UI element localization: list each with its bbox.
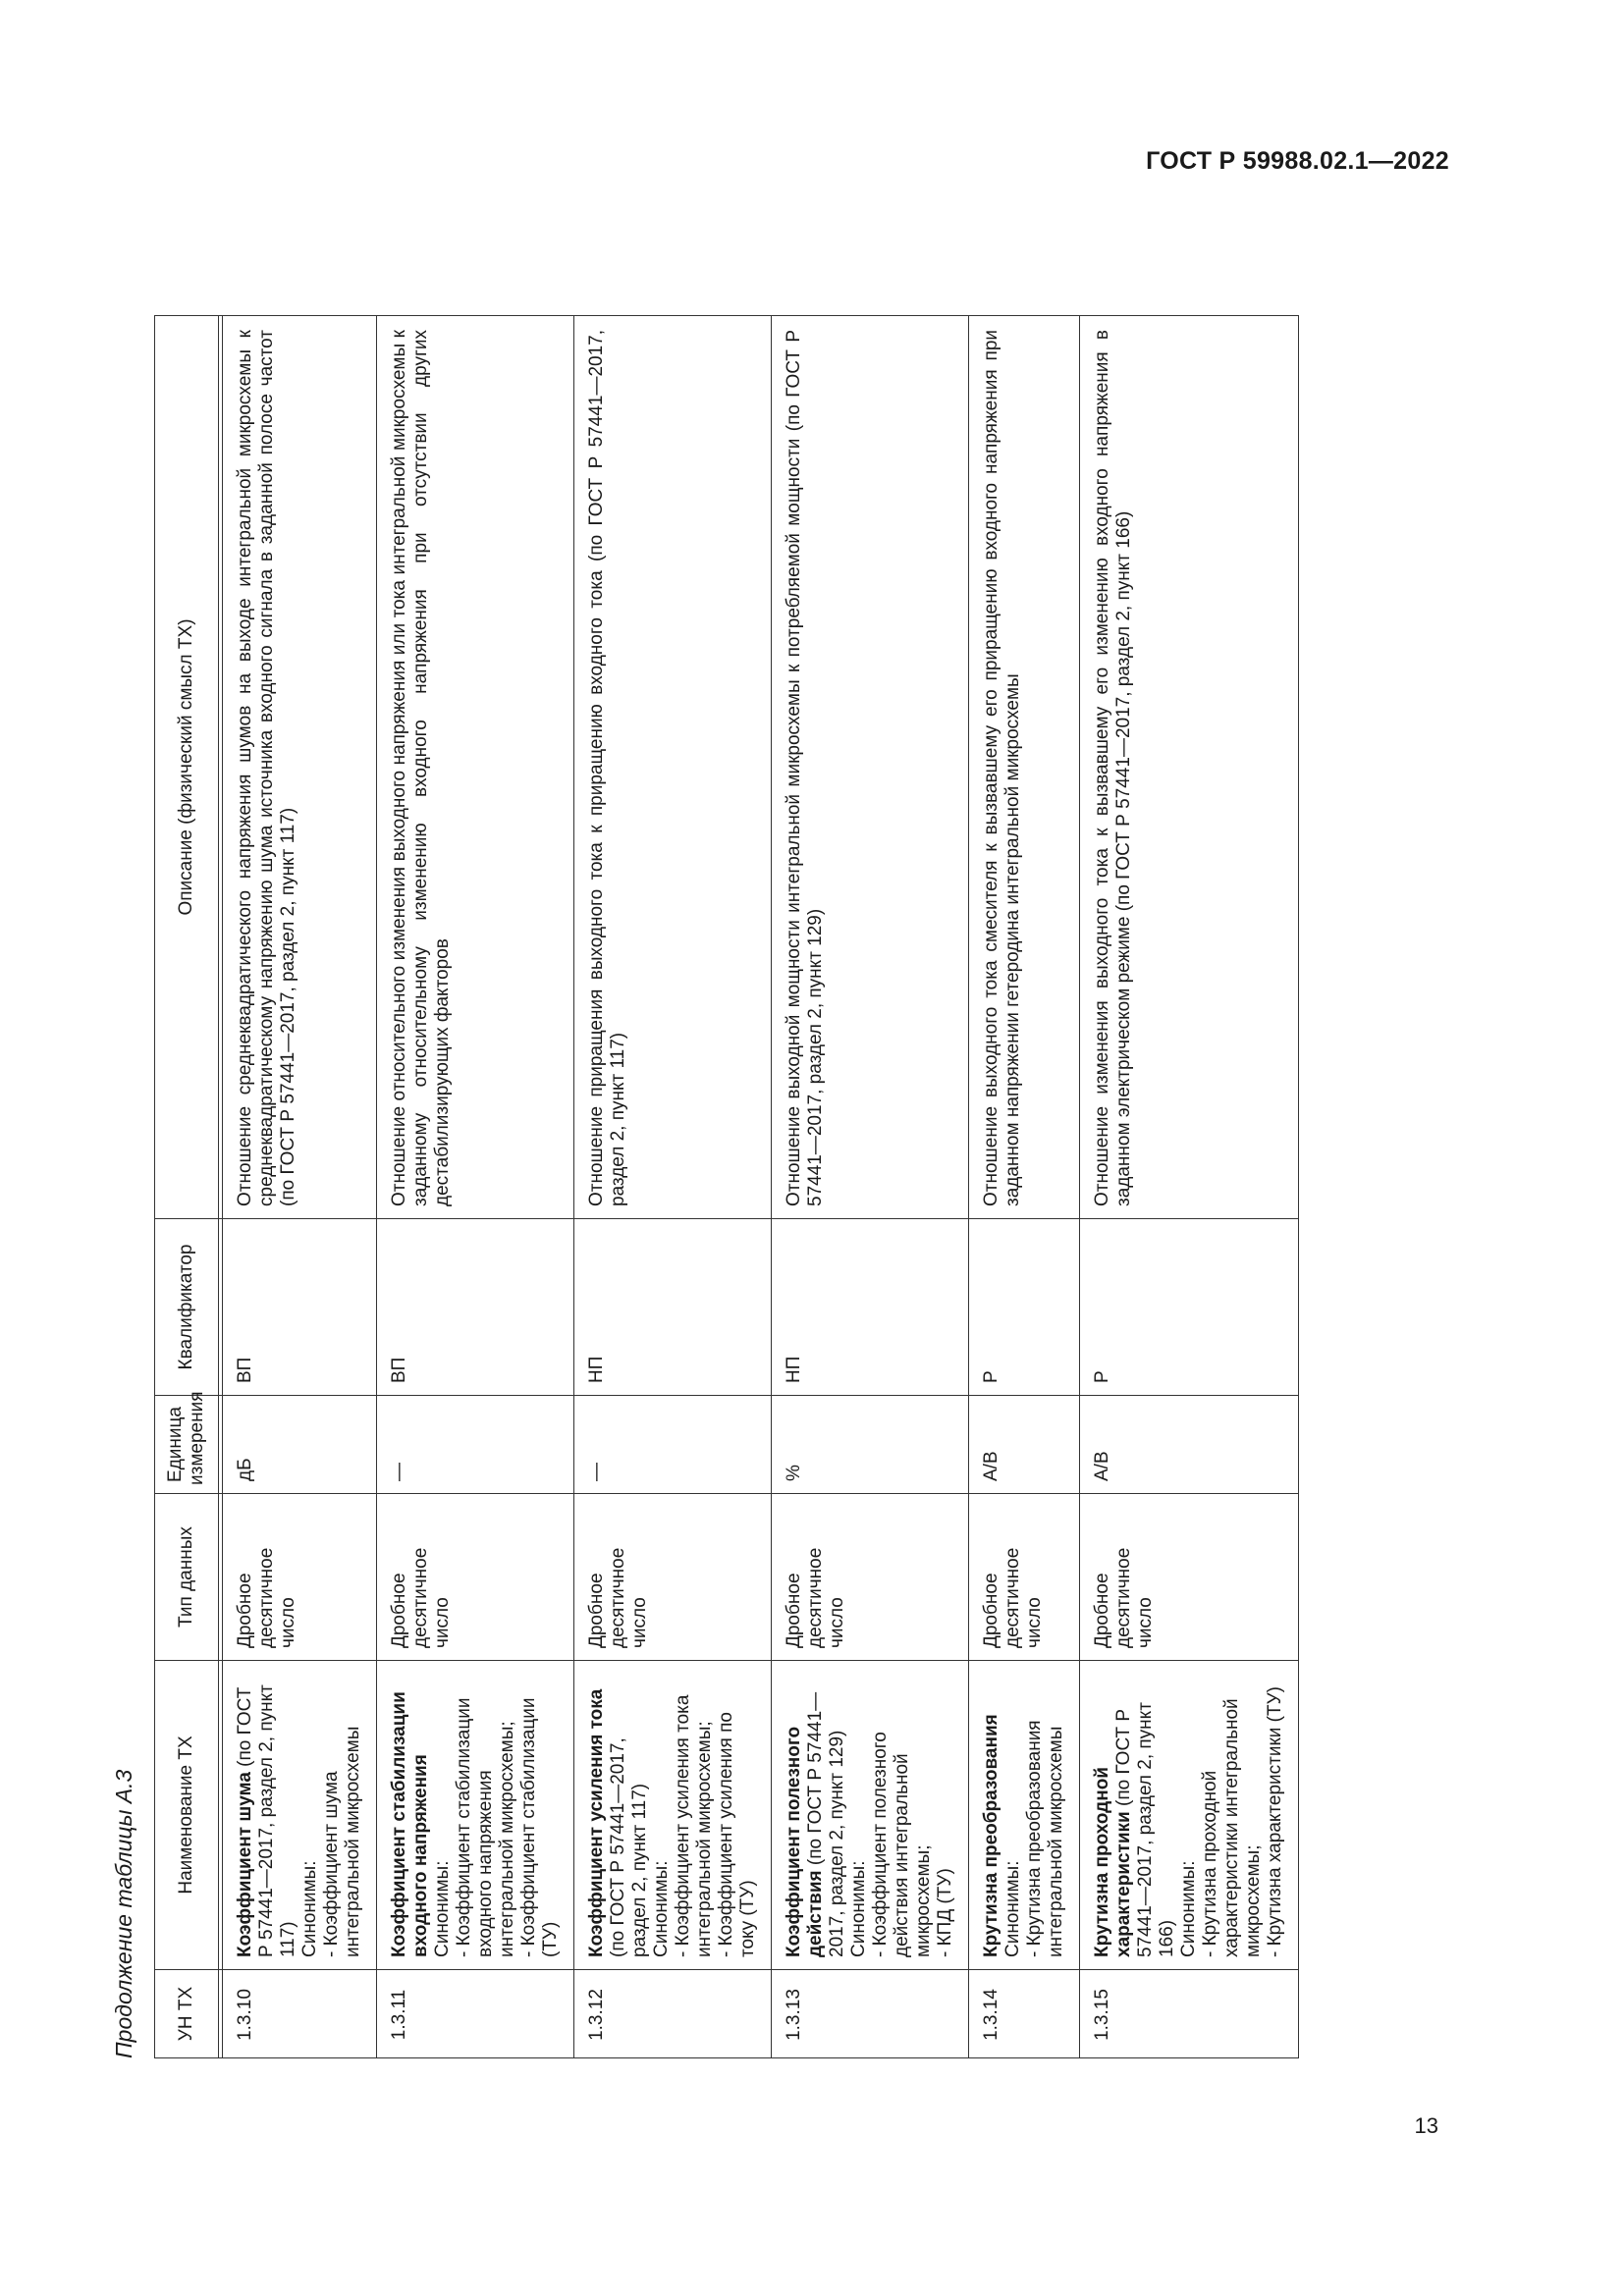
- row-name-reference: (по ГОСТ Р 57441—2017, раздел 2, пункт 117): [608, 1737, 650, 1957]
- column-header-code: УН ТХ: [155, 1970, 219, 2058]
- table-caption: Продолжение таблицы А.3: [111, 1769, 136, 2058]
- row-description: Отношение выходного тока смесителя к вызвавшему его приращению входного напряжения при заданном напряжении гетеродина интегральной микросхемы: [969, 316, 1080, 1219]
- synonym-item: - Коэффициент полезного действия интегральной микросхемы;: [870, 1732, 934, 1957]
- row-unit: А/В: [969, 1396, 1080, 1494]
- column-header-data-type: Тип данных: [155, 1494, 219, 1661]
- row-description: Отношение выходной мощности интегральной микросхемы к потребляемой мощности (по ГОСТ Р 57441—2017, раздел 2, пункт 129): [772, 316, 969, 1219]
- column-header-unit: Единица измерения: [155, 1396, 219, 1494]
- row-name-reference: (по ГОСТ Р 57441—2017, раздел 2, пункт 166): [1113, 1702, 1177, 1957]
- synonyms-label: Синонимы:: [299, 1860, 320, 1957]
- synonym-item: - Коэффициент стабилизации входного напряжения интегральной микросхемы;: [454, 1697, 517, 1957]
- row-qualifier: НП: [574, 1219, 772, 1396]
- row-description: Отношение изменения выходного тока к вызвавшему его изменению входного напряжения в заданном электрическом режиме (по ГОСТ Р 57441—2017, раздел 2, пункт 166): [1080, 316, 1299, 1219]
- table-row: [223, 316, 377, 2058]
- table-body: [223, 316, 1299, 2058]
- row-qualifier: ВП: [223, 1219, 377, 1396]
- document-header: ГОСТ Р 59988.02.1—2022: [1146, 147, 1449, 175]
- row-qualifier: Р: [1080, 1219, 1299, 1396]
- row-name-cell: [377, 1661, 574, 1970]
- row-name-cell: [574, 1661, 772, 1970]
- row-data-type: Дробное десятичное число: [1080, 1494, 1299, 1661]
- synonym-item: - Коэффициент усиления по току (ТУ): [716, 1712, 758, 1957]
- synonym-item: - Крутизна преобразования интегральной микросхемы: [1024, 1720, 1066, 1957]
- synonym-item: - КПД (ТУ): [935, 1868, 955, 1957]
- column-header-qualifier: Квалификатор: [155, 1219, 219, 1396]
- row-data-type: Дробное десятичное число: [223, 1494, 377, 1661]
- row-data-type: Дробное десятичное число: [772, 1494, 969, 1661]
- row-qualifier: НП: [772, 1219, 969, 1396]
- row-name-bold: Крутизна преобразования: [981, 1714, 1001, 1957]
- synonyms-label: Синонимы:: [1002, 1860, 1023, 1957]
- row-name-line: [586, 1675, 651, 1957]
- row-unit: —: [377, 1396, 574, 1494]
- synonym-item: - Крутизна проходной характеристики интегральной микросхемы;: [1200, 1698, 1264, 1957]
- column-header-description: Описание (физический смысл ТХ): [155, 316, 219, 1219]
- row-description: Отношение приращения выходного тока к приращению входного тока (по ГОСТ Р 57441—2017, раздел 2, пункт 117): [574, 316, 772, 1219]
- row-unit: дБ: [223, 1396, 377, 1494]
- row-description: Отношение среднеквадратического напряжения шумов на выходе интегральной микросхемы к среднеквадратическому напряжению шума источника входного сигнала в заданной полосе частот (по ГОСТ Р 57441—2017, раздел 2, пункт 117): [223, 316, 377, 1219]
- row-unit: %: [772, 1396, 969, 1494]
- row-name-cell: [223, 1661, 377, 1970]
- characteristics-table: [154, 315, 1299, 2058]
- row-name-cell: [969, 1661, 1080, 1970]
- row-code: 1.3.13: [772, 1970, 969, 2058]
- table-row: [1080, 316, 1299, 2058]
- row-code: 1.3.14: [969, 1970, 1080, 2058]
- row-unit: —: [574, 1396, 772, 1494]
- synonyms-label: Синонимы:: [651, 1860, 672, 1957]
- table-header-row: [155, 316, 219, 2058]
- synonym-item: - Крутизна характеристики (ТУ): [1265, 1686, 1285, 1957]
- row-name-cell: [772, 1661, 969, 1970]
- rotated-page-content: [103, 231, 1448, 2096]
- row-name-line: [981, 1675, 1002, 1957]
- row-data-type: Дробное десятичное число: [574, 1494, 772, 1661]
- column-header-name: Наименование ТХ: [155, 1661, 219, 1970]
- row-name-bold: Коэффициент шума: [235, 1772, 255, 1957]
- row-code: 1.3.12: [574, 1970, 772, 2058]
- table-row: [574, 316, 772, 2058]
- table-row: [377, 316, 574, 2058]
- row-description: Отношение относительного изменения выходного напряжения или тока интегральной микросхемы к заданному относительному изменению входного напряжения при отсутствии других дестабилизирующих факторов: [377, 316, 574, 1219]
- synonyms-label: Синонимы:: [432, 1860, 453, 1957]
- synonyms-label: Синонимы:: [1178, 1860, 1199, 1957]
- row-code: 1.3.10: [223, 1970, 377, 2058]
- row-name-line: [1092, 1675, 1178, 1957]
- synonyms-label: Синонимы:: [848, 1860, 869, 1957]
- synonym-item: - Коэффициент усиления тока интегральной микросхемы;: [673, 1694, 715, 1957]
- row-code: 1.3.11: [377, 1970, 574, 2058]
- synonym-item: - Коэффициент шума интегральной микросхемы: [321, 1726, 363, 1957]
- row-qualifier: ВП: [377, 1219, 574, 1396]
- row-name-cell: [1080, 1661, 1299, 1970]
- row-data-type: Дробное десятичное число: [969, 1494, 1080, 1661]
- row-name-reference: (по ГОСТ Р 57441—2017, раздел 2, пункт 129): [805, 1691, 847, 1957]
- row-unit: А/В: [1080, 1396, 1299, 1494]
- row-data-type: Дробное десятичное число: [377, 1494, 574, 1661]
- row-name-line: [784, 1675, 848, 1957]
- row-code: 1.3.15: [1080, 1970, 1299, 2058]
- row-name-line: [235, 1675, 299, 1957]
- table-row: [772, 316, 969, 2058]
- row-name-bold: Крутизна проходной характеристики: [1092, 1767, 1134, 1957]
- row-name-bold: Коэффициент усиления тока: [586, 1688, 607, 1957]
- page-number: 13: [1414, 2113, 1438, 2138]
- row-qualifier: Р: [969, 1219, 1080, 1396]
- row-name-reference: (по ГОСТ Р 57441—2017, раздел 2, пункт 117): [235, 1684, 298, 1957]
- row-name-bold: Коэффициент полезного действия: [784, 1726, 826, 1957]
- synonym-item: - Коэффициент стабилизации (ТУ): [518, 1697, 561, 1957]
- table-row: [969, 316, 1080, 2058]
- row-name-bold: Коэффициент стабилизации входного напряжения: [389, 1691, 431, 1957]
- row-name-line: [389, 1675, 432, 1957]
